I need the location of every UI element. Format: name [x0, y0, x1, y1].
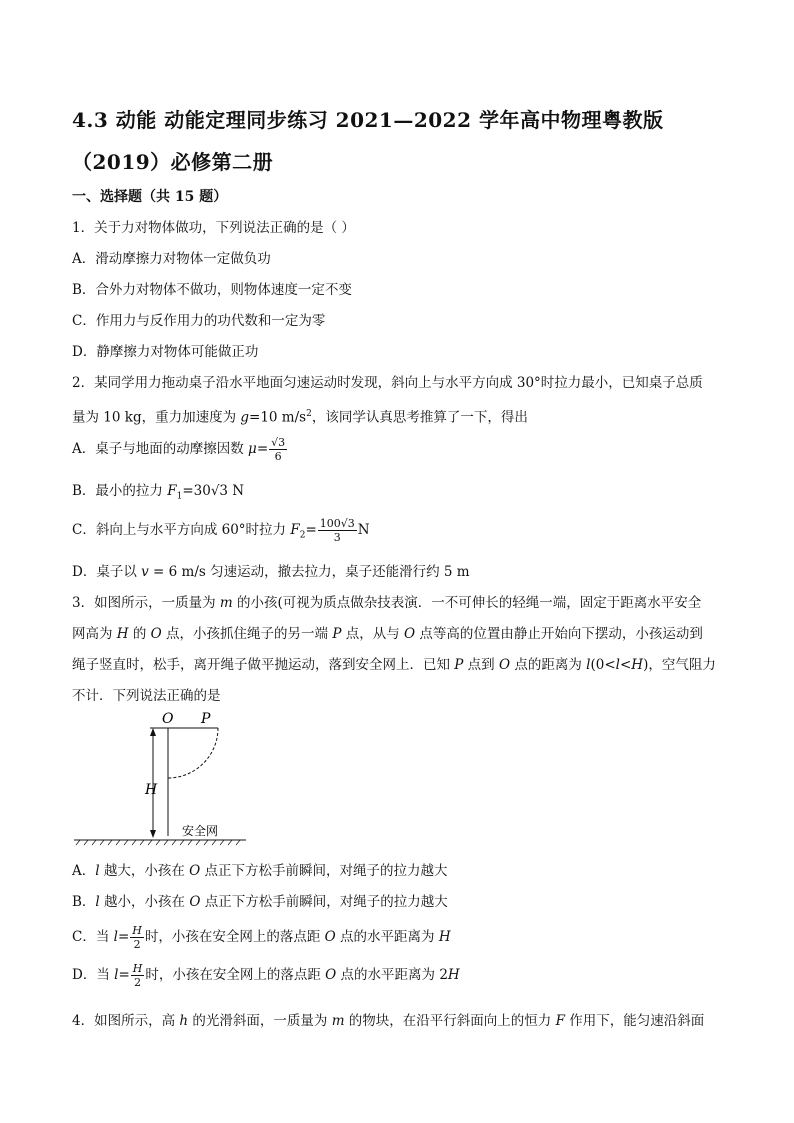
q2-a-fraction: [269, 436, 287, 463]
q3-text: =: [117, 929, 130, 945]
q3-text: (0<: [590, 657, 616, 673]
q3-text: 时，小孩在安全网上的落点距: [144, 929, 325, 945]
q3-text: 点，小孩抓住绳子的另一端: [161, 626, 333, 642]
section-header: 一、选择题（共 15 题）: [72, 189, 228, 205]
q1-option-b: B．合外力对物体不做功，则物体速度一定不变: [72, 282, 352, 298]
m-symbol: m: [331, 1013, 345, 1029]
q2-d-rest: = 6 m/s 匀速运动，撤去拉力，桌子还能滑行约 5 m: [148, 564, 470, 580]
fraction-numerator: √3: [271, 436, 286, 449]
q3-stem-line-1: [72, 594, 701, 612]
q2-c-eq: =: [305, 522, 317, 538]
q3-text: A．: [72, 863, 96, 879]
q1-option-c: C．作用力与反作用力的功代数和一定为零: [72, 313, 326, 329]
q3-text: 点的水平距离为 2: [336, 967, 448, 983]
p-symbol: P: [454, 657, 464, 673]
q3-text: B．: [72, 894, 96, 910]
q3-text: C．当: [72, 929, 114, 945]
q1-stem: 1．关于力对物体做功，下列说法正确的是（ ）: [72, 220, 355, 236]
q3-text: 越小，小孩在: [99, 894, 190, 910]
q3-text: 点的水平距离为: [335, 929, 439, 945]
q3-text: <: [619, 657, 632, 673]
o-symbol: O: [498, 657, 511, 673]
q2-option-b: [72, 482, 244, 506]
o-symbol: O: [324, 929, 336, 945]
q3-text: 点等高的位置由静止开始向下摆动，小孩运动到: [415, 626, 703, 642]
q2-d-prefix: D．桌子以: [72, 564, 142, 580]
l-symbol: l: [95, 894, 100, 910]
q3-text: 点，从与: [341, 626, 405, 642]
h-over-2-fraction: [130, 924, 144, 951]
label-o: O: [162, 711, 174, 727]
q2-b-prefix: B．最小的拉力: [72, 483, 168, 499]
q3-stem-line-2: [72, 625, 703, 643]
q3-text: 点的距离为: [510, 657, 587, 673]
q2-stem-line-2: [72, 405, 528, 427]
sub-1: 1: [176, 491, 183, 502]
sub-2: 2: [299, 530, 306, 541]
q2-c-fraction: [318, 517, 357, 544]
q3-option-c: [72, 923, 451, 951]
q3-option-b: [72, 893, 448, 911]
q3-text: 网高为: [72, 626, 117, 642]
q3-text: 绳子竖直时，松手，离开绳子做平抛运动，落到安全网上．已知: [72, 657, 455, 673]
h-symbol: H: [116, 626, 129, 642]
q4-text: 作用下，能匀速沿斜面: [564, 1013, 705, 1029]
q2-a-eq: =: [256, 441, 269, 457]
q3-text: 点正下方松手前瞬间，对绳子的拉力越大: [200, 894, 448, 910]
q2-stem2a: 量为 10 kg，重力加速度为: [72, 409, 241, 426]
q3-stem-line-4: 不计．下列说法正确的是: [72, 688, 221, 704]
mu-symbol: μ: [248, 441, 257, 457]
q2-option-a: [72, 436, 288, 463]
q3-text: 3．如图所示，一质量为: [72, 595, 220, 611]
arrow-head-down: [150, 830, 156, 838]
q3-text: 越大，小孩在: [99, 863, 190, 879]
q3-text: 时，小孩在安全网上的落点距: [145, 967, 326, 983]
q3-text: )，空气阻力: [643, 657, 716, 673]
pendulum-figure: [70, 708, 250, 848]
l-symbol: l: [114, 967, 119, 983]
q4-text: 的物块，在沿平行斜面向上的恒力: [344, 1013, 556, 1029]
h-symbol: H: [631, 657, 644, 673]
q4-text: 的光滑斜面，一质量为: [188, 1013, 332, 1029]
document-title-line-2: （2019）必修第二册: [72, 150, 274, 174]
swing-arc: [168, 728, 218, 778]
q3-text: 的: [128, 626, 151, 642]
l-symbol: l: [615, 657, 620, 673]
o-symbol: O: [189, 894, 201, 910]
q3-text: 的小孩(可视为质点做杂技表演．一不可伸长的轻绳一端，固定于距离水平安全: [232, 595, 702, 611]
fraction-numerator: H: [132, 924, 142, 937]
q2-stem-line-1: 2．某同学用力拖动桌子沿水平地面匀速运动时发现，斜向上与水平方向成 30°时拉力最小，已知桌子总质: [72, 375, 703, 391]
fraction-numerator: 100√3: [319, 517, 355, 530]
q1-option-d: D．静摩擦力对物体可能做正功: [72, 344, 259, 360]
h-lower-symbol: h: [179, 1013, 189, 1029]
label-h: H: [145, 782, 158, 798]
l-symbol: l: [95, 863, 100, 879]
v-symbol: v: [141, 564, 149, 580]
ground-hatching: [76, 840, 240, 845]
o-symbol: O: [404, 626, 416, 642]
o-symbol: O: [189, 863, 201, 879]
q2-b-value: =30√3 N: [182, 483, 245, 499]
q3-option-a: [72, 862, 448, 880]
l-symbol: l: [113, 929, 118, 945]
label-safety-net: 安全网: [182, 824, 219, 838]
label-p: P: [201, 711, 211, 727]
q2-c-prefix: C．斜向上与水平方向成 60°时拉力: [72, 522, 291, 538]
o-symbol: O: [150, 626, 162, 642]
q2-a-prefix: A．桌子与地面的动摩擦因数: [72, 441, 249, 457]
q2-stem2c: ，该同学认真思考推算了一下，得出: [311, 409, 528, 426]
q4-stem: [72, 1012, 704, 1030]
f-symbol: F: [290, 522, 300, 538]
q1-option-a: A．滑动摩擦力对物体一定做负功: [72, 251, 271, 267]
m-symbol: m: [219, 595, 233, 611]
fraction-denominator: 3: [333, 531, 341, 544]
fraction-denominator: 2: [134, 976, 142, 989]
q3-option-d: [72, 961, 460, 989]
p-symbol: P: [332, 626, 342, 642]
o-symbol: O: [325, 967, 337, 983]
l-symbol: l: [586, 657, 591, 673]
q3-text: D．当: [72, 967, 115, 983]
q4-text: 4．如图所示，高: [72, 1013, 180, 1029]
q2-stem2b: =10 m/s: [249, 409, 307, 426]
h-symbol: H: [447, 967, 460, 983]
fraction-numerator: H: [132, 962, 143, 975]
fraction-denominator: 6: [274, 450, 282, 463]
q3-stem-line-3: [72, 656, 716, 674]
h-symbol: H: [438, 929, 451, 945]
q2-option-d: [72, 563, 470, 581]
q2-c-unit: N: [357, 522, 370, 538]
document-title-line-1: 4.3 动能 动能定理同步练习 2021—2022 学年高中物理粤教版: [72, 108, 664, 132]
g-symbol: g: [240, 409, 250, 426]
q3-text: 点正下方松手前瞬间，对绳子的拉力越大: [200, 863, 448, 879]
f-symbol: F: [555, 1013, 565, 1029]
f-symbol: F: [167, 483, 177, 499]
q2-option-c: [72, 517, 370, 549]
h-over-2-fraction: [131, 962, 145, 989]
q3-text: =: [118, 967, 130, 983]
fraction-denominator: 2: [133, 938, 141, 951]
arrow-head-up: [150, 728, 156, 736]
q3-text: 点到: [463, 657, 499, 673]
square-exp: 2: [306, 409, 312, 419]
